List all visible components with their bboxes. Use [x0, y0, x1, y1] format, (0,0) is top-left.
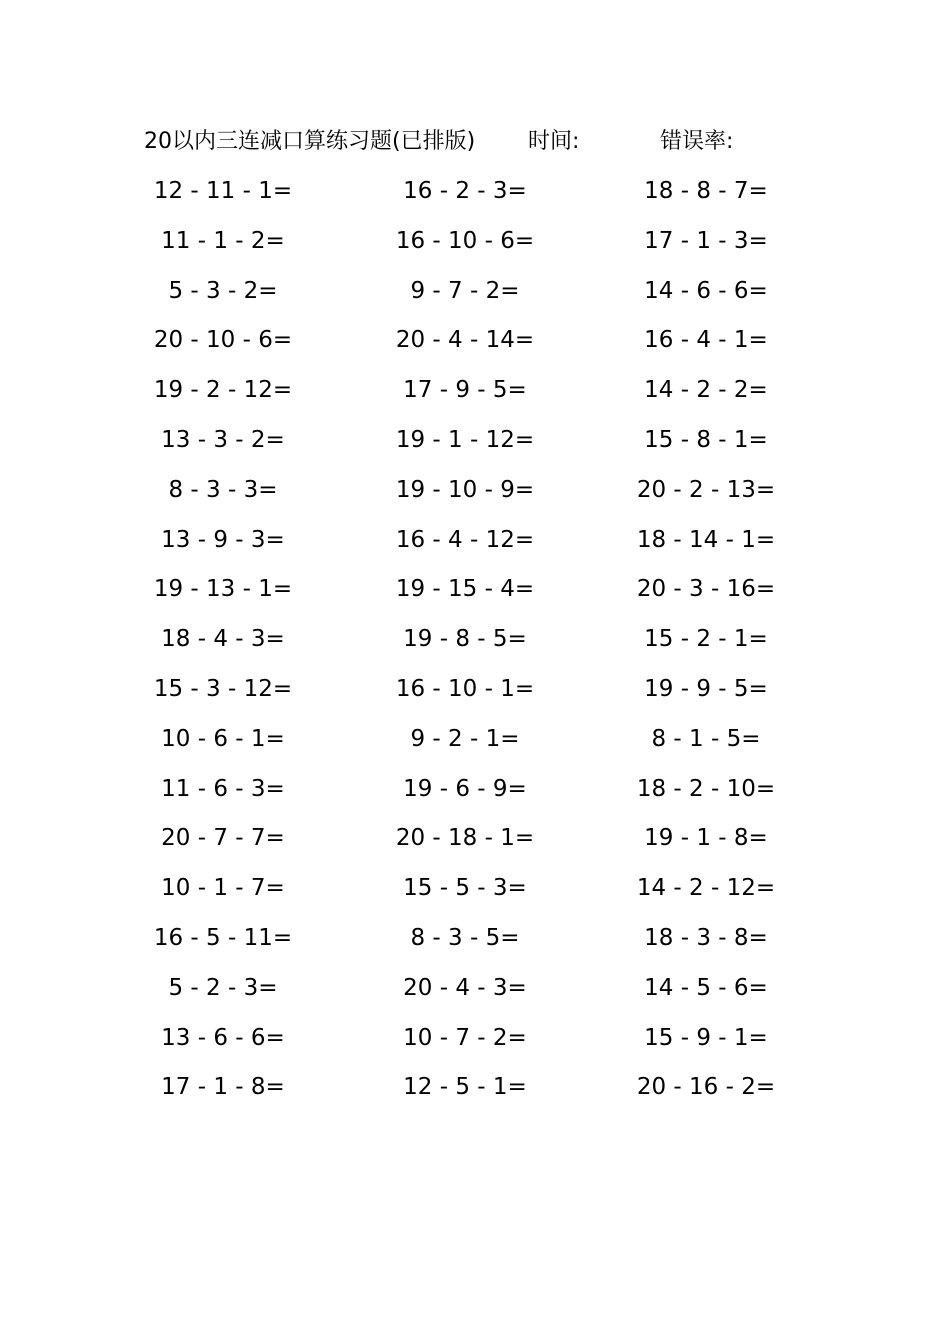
problem-item: 11 - 6 - 3= — [161, 775, 285, 802]
problem-row — [0, 324, 950, 374]
problem-item: 10 - 7 - 2= — [403, 1024, 527, 1051]
problem-row — [0, 673, 950, 723]
problem-item: 20 - 10 - 6= — [153, 327, 293, 354]
problem-item: 15 - 9 - 1= — [644, 1024, 768, 1051]
problem-item: 9 - 7 - 2= — [410, 277, 520, 304]
problem-row — [0, 175, 950, 225]
problem-item: 19 - 1 - 12= — [395, 426, 535, 453]
problem-item: 16 - 2 - 3= — [403, 178, 527, 204]
problem-item: 19 - 15 - 4= — [395, 576, 535, 603]
problem-item: 20 - 16 - 2= — [636, 1074, 776, 1101]
problem-row — [0, 474, 950, 524]
problem-item: 18 - 2 - 10= — [636, 775, 776, 802]
problem-item: 17 - 1 - 8= — [161, 1074, 285, 1101]
problem-grid — [0, 175, 950, 1121]
time-label: 时间: — [528, 129, 580, 154]
problem-row — [0, 1022, 950, 1072]
problem-item: 10 - 1 - 7= — [161, 875, 285, 902]
problem-row — [0, 723, 950, 773]
problem-item: 18 - 4 - 3= — [161, 626, 285, 653]
problem-item: 20 - 4 - 3= — [403, 974, 527, 1001]
problem-item: 20 - 18 - 1= — [395, 825, 535, 852]
problem-item: 14 - 2 - 2= — [644, 377, 768, 404]
problem-item: 16 - 10 - 1= — [395, 675, 535, 702]
problem-item: 20 - 3 - 16= — [636, 576, 776, 603]
problem-item: 19 - 2 - 12= — [153, 377, 293, 404]
problem-row — [0, 524, 950, 574]
problem-item: 18 - 14 - 1= — [636, 526, 776, 553]
problem-item: 11 - 1 - 2= — [161, 227, 285, 254]
problem-row — [0, 573, 950, 623]
problem-item: 20 - 7 - 7= — [161, 825, 285, 852]
problem-row — [0, 1071, 950, 1121]
problem-item: 15 - 8 - 1= — [644, 426, 768, 453]
problem-item: 9 - 2 - 1= — [410, 725, 520, 752]
problem-row — [0, 773, 950, 823]
problem-item: 15 - 5 - 3= — [403, 875, 527, 902]
problem-row — [0, 275, 950, 325]
problem-item: 15 - 3 - 12= — [153, 675, 293, 702]
problem-row — [0, 374, 950, 424]
problem-item: 5 - 2 - 3= — [168, 974, 278, 1001]
problem-item: 14 - 6 - 6= — [644, 277, 768, 304]
problem-item: 16 - 4 - 12= — [395, 526, 535, 553]
problem-item: 15 - 2 - 1= — [644, 626, 768, 653]
problem-item: 20 - 4 - 14= — [395, 327, 535, 354]
problem-item: 17 - 1 - 3= — [644, 227, 768, 254]
problem-item: 19 - 8 - 5= — [403, 626, 527, 653]
problem-item: 20 - 2 - 13= — [636, 476, 776, 503]
problem-item: 19 - 6 - 9= — [403, 775, 527, 802]
problem-item: 13 - 3 - 2= — [161, 426, 285, 453]
problem-row — [0, 424, 950, 474]
problem-item: 19 - 10 - 9= — [395, 476, 535, 503]
problem-item: 18 - 8 - 7= — [644, 178, 768, 204]
problem-item: 16 - 10 - 6= — [395, 227, 535, 254]
worksheet-title: 20以内三连减口算练习题(已排版) — [144, 129, 476, 154]
problem-item: 16 - 4 - 1= — [644, 327, 768, 354]
problem-row — [0, 972, 950, 1022]
problem-item: 14 - 5 - 6= — [644, 974, 768, 1001]
error-rate-label: 错误率: — [660, 129, 734, 154]
problem-item: 14 - 2 - 12= — [636, 875, 776, 902]
problem-row — [0, 225, 950, 275]
problem-item: 12 - 5 - 1= — [403, 1074, 527, 1101]
problem-row — [0, 623, 950, 673]
problem-row — [0, 822, 950, 872]
problem-item: 10 - 6 - 1= — [161, 725, 285, 752]
problem-row — [0, 872, 950, 922]
problem-row — [0, 922, 950, 972]
problem-item: 12 - 11 - 1= — [153, 178, 293, 204]
problem-item: 8 - 3 - 3= — [168, 476, 278, 503]
problem-item: 18 - 3 - 8= — [644, 924, 768, 951]
problem-item: 19 - 13 - 1= — [153, 576, 293, 603]
problem-item: 8 - 3 - 5= — [410, 924, 520, 951]
problem-item: 19 - 1 - 8= — [644, 825, 768, 852]
problem-item: 13 - 9 - 3= — [161, 526, 285, 553]
problem-item: 13 - 6 - 6= — [161, 1024, 285, 1051]
problem-item: 19 - 9 - 5= — [644, 675, 768, 702]
problem-item: 5 - 3 - 2= — [168, 277, 278, 304]
problem-item: 16 - 5 - 11= — [153, 924, 293, 951]
problem-item: 8 - 1 - 5= — [651, 725, 761, 752]
problem-item: 17 - 9 - 5= — [403, 377, 527, 404]
